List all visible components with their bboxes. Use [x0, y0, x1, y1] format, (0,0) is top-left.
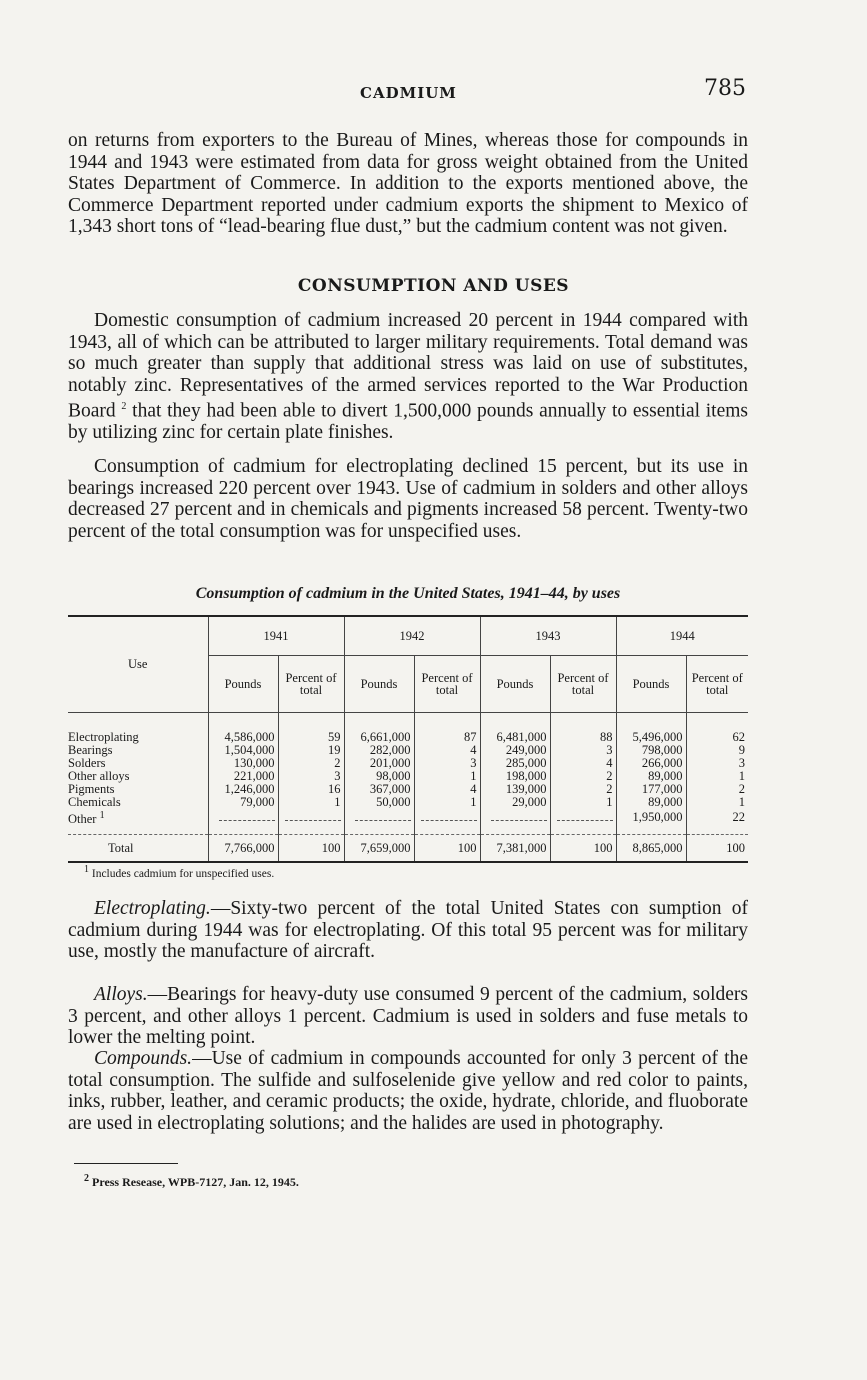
percent-header: Percent of total — [686, 656, 748, 713]
page-number: 785 — [704, 76, 746, 101]
page-footnote-text: Press Resease, WPB-7127, Jan. 12, 1945. — [92, 1175, 299, 1189]
cell-1944-percent: 1 — [686, 770, 748, 783]
total-1943-percent: 100 — [550, 835, 616, 863]
page-footnote — [84, 1173, 299, 1190]
cell-1943-pounds: 29,000 — [480, 796, 550, 809]
cell-1943-pounds: 6,481,000 — [480, 713, 550, 745]
section-heading: CONSUMPTION AND USES — [297, 276, 570, 296]
cell-1944-percent: 9 — [686, 744, 748, 757]
cell-1943-percent: 2 — [550, 783, 616, 796]
cell-1944-percent: 1 — [686, 796, 748, 809]
dash-placeholder — [355, 814, 411, 821]
electroplating-text: —Sixty-two percent of the total United States con sumption of cadmium during 1944 was for electroplating. Of this total 95 percent was for military use, mostly the manufacture of aircraft. — [68, 898, 748, 963]
pounds-header: Pounds — [480, 656, 550, 713]
total-label: Total — [68, 835, 208, 863]
cell-1944-pounds: 89,000 — [616, 796, 686, 809]
pounds-header: Pounds — [344, 656, 414, 713]
electroplating-lead: Electroplating. — [94, 898, 211, 919]
cell-1943-pounds: 139,000 — [480, 783, 550, 796]
cell-1942-pounds: 201,000 — [344, 757, 414, 770]
cell-1941-pounds: 130,000 — [208, 757, 278, 770]
cell-1942-pounds — [344, 809, 414, 835]
alloys-text: —Bearings for heavy-duty use consumed 9 percent of the cadmium, solders 3 percent, and other alloys 1 percent. Cadmium is used in solders and fuse metals to lower the melting point. — [68, 984, 748, 1049]
row-use-label — [68, 809, 208, 835]
row-use-label: Other alloys — [68, 769, 130, 783]
cell-1941-percent: 2 — [278, 757, 344, 770]
cell-1941-percent: 3 — [278, 770, 344, 783]
year-header-1944: 1944 — [616, 616, 748, 656]
dash-placeholder — [557, 814, 613, 821]
cell-1944-percent: 22 — [686, 809, 748, 835]
total-1942-pounds: 7,659,000 — [344, 835, 414, 863]
cell-1942-percent: 4 — [414, 783, 480, 796]
cell-1941-percent: 59 — [278, 713, 344, 745]
cell-1942-pounds: 98,000 — [344, 770, 414, 783]
cell-1943-percent: 88 — [550, 713, 616, 745]
total-1941-percent: 100 — [278, 835, 344, 863]
footnote-divider — [74, 1163, 178, 1164]
total-1944-percent: 100 — [686, 835, 748, 863]
total-1941-pounds: 7,766,000 — [208, 835, 278, 863]
dash-placeholder — [285, 814, 341, 821]
alloys-lead: Alloys. — [94, 984, 148, 1005]
compounds-text: —Use of cadmium in compounds accounted for only 3 percent of the total consumption. The sulfide and sulfoselenide give yellow and red color to paints, inks, rubber, leather, and ceramic products; the oxide, hydrate, chloride, and fluoborate are used in electroplating solutions; and the halides are used in photography. — [68, 1048, 748, 1134]
cell-1942-pounds: 282,000 — [344, 744, 414, 757]
cell-1941-pounds: 1,246,000 — [208, 783, 278, 796]
table-row — [68, 713, 748, 745]
cell-1942-percent — [414, 809, 480, 835]
year-header-1941: 1941 — [208, 616, 344, 656]
dash-placeholder — [219, 814, 275, 821]
table-caption: Consumption of cadmium in the United States, 1941–44, by uses — [195, 585, 621, 602]
row-use-label: Solders — [68, 756, 106, 770]
running-head: CADMIUM — [360, 84, 457, 102]
cell-1943-pounds — [480, 809, 550, 835]
cell-1941-percent: 16 — [278, 783, 344, 796]
cell-1941-pounds — [208, 809, 278, 835]
cell-1944-pounds: 5,496,000 — [616, 713, 686, 745]
table-total-row — [68, 835, 748, 863]
footnote-reference-2: 2 — [121, 401, 127, 413]
cell-1942-pounds: 50,000 — [344, 796, 414, 809]
cell-1942-percent: 1 — [414, 796, 480, 809]
table-footnote-mark: 1 — [84, 864, 89, 875]
cell-1942-percent: 1 — [414, 770, 480, 783]
cell-1944-percent: 62 — [686, 713, 748, 745]
table-footnote-text: Includes cadmium for unspecified uses. — [91, 867, 275, 880]
year-header-1942: 1942 — [344, 616, 480, 656]
footnote-reference-1: 1 — [99, 810, 105, 821]
consumption-table — [68, 615, 748, 863]
row-use-text: Other — [68, 812, 97, 827]
consumption-paragraph-1-before: Domestic consumption of cadmium increased 20 percent in 1944 compared with 1943, all of which can be attributed to larger military requirements. Total demand was so much greater than supply that additional stress was laid on use of substitutes, notably zinc. Representatives of the armed services reported to the War Production Board — [68, 310, 748, 422]
dash-placeholder — [491, 814, 547, 821]
table-footnote — [84, 864, 274, 880]
percent-header: Percent of total — [278, 656, 344, 713]
cell-1944-pounds: 1,950,000 — [616, 809, 686, 835]
row-use-label: Electroplating — [68, 730, 139, 744]
cell-1941-pounds: 221,000 — [208, 770, 278, 783]
cell-1944-pounds: 89,000 — [616, 770, 686, 783]
use-column-header: Use — [68, 616, 208, 713]
consumption-paragraph-2: Consumption of cadmium for electroplating declined 15 percent, but its use in bearings increased 220 percent over 1943. Use of cadmium in solders and other alloys decreased 27 percent and in chemicals and pigments increased 58 percent. Twenty-two percent of the total consumption was for unspecified uses. — [68, 456, 748, 542]
cell-1942-percent: 3 — [414, 757, 480, 770]
cell-1941-pounds: 1,504,000 — [208, 744, 278, 757]
consumption-paragraph-1 — [68, 310, 748, 444]
pounds-header: Pounds — [616, 656, 686, 713]
cell-1944-percent: 2 — [686, 783, 748, 796]
alloys-paragraph — [68, 984, 748, 1049]
cell-1944-percent: 3 — [686, 757, 748, 770]
cell-1942-percent: 87 — [414, 713, 480, 745]
electroplating-paragraph — [68, 898, 748, 963]
pounds-header: Pounds — [208, 656, 278, 713]
row-use-label: Chemicals — [68, 795, 121, 809]
table-row — [68, 809, 748, 835]
cell-1941-pounds: 4,586,000 — [208, 713, 278, 745]
total-1942-percent: 100 — [414, 835, 480, 863]
cell-1943-percent: 4 — [550, 757, 616, 770]
intro-paragraph: on returns from exporters to the Bureau of Mines, whereas those for compounds in 1944 and 1943 were estimated from data for gross weight obtained from the United States Department of Commerce. In addition to the exports mentioned above, the Commerce Department reported under cadmium exports the shipment to Mexico of 1,343 short tons of “lead-bearing flue dust,” but the cadmium content was not given. — [68, 130, 748, 238]
row-use-label: Pigments — [68, 782, 115, 796]
cell-1943-pounds: 249,000 — [480, 744, 550, 757]
cell-1942-percent: 4 — [414, 744, 480, 757]
compounds-lead: Compounds. — [94, 1048, 193, 1069]
year-header-1943: 1943 — [480, 616, 616, 656]
cell-1942-pounds: 6,661,000 — [344, 713, 414, 745]
dash-placeholder — [421, 814, 477, 821]
cell-1941-pounds: 79,000 — [208, 796, 278, 809]
cell-1941-percent — [278, 809, 344, 835]
compounds-paragraph — [68, 1048, 748, 1134]
cell-1943-pounds: 198,000 — [480, 770, 550, 783]
cell-1941-percent: 1 — [278, 796, 344, 809]
cell-1943-percent: 2 — [550, 770, 616, 783]
total-1944-pounds: 8,865,000 — [616, 835, 686, 863]
cell-1941-percent: 19 — [278, 744, 344, 757]
table-row — [68, 796, 748, 809]
cell-1943-percent — [550, 809, 616, 835]
percent-header: Percent of total — [414, 656, 480, 713]
cell-1943-percent: 1 — [550, 796, 616, 809]
row-use-label: Bearings — [68, 743, 113, 757]
page-footnote-mark: 2 — [84, 1173, 89, 1184]
cell-1943-pounds: 285,000 — [480, 757, 550, 770]
cell-1944-pounds: 177,000 — [616, 783, 686, 796]
cell-1944-pounds: 798,000 — [616, 744, 686, 757]
percent-header: Percent of total — [550, 656, 616, 713]
cell-1944-pounds: 266,000 — [616, 757, 686, 770]
cell-1943-percent: 3 — [550, 744, 616, 757]
cell-1942-pounds: 367,000 — [344, 783, 414, 796]
consumption-paragraph-1-after: that they had been able to divert 1,500,000 pounds annually to essential items by utilizing zinc for certain plate finishes. — [68, 400, 749, 444]
total-1943-pounds: 7,381,000 — [480, 835, 550, 863]
